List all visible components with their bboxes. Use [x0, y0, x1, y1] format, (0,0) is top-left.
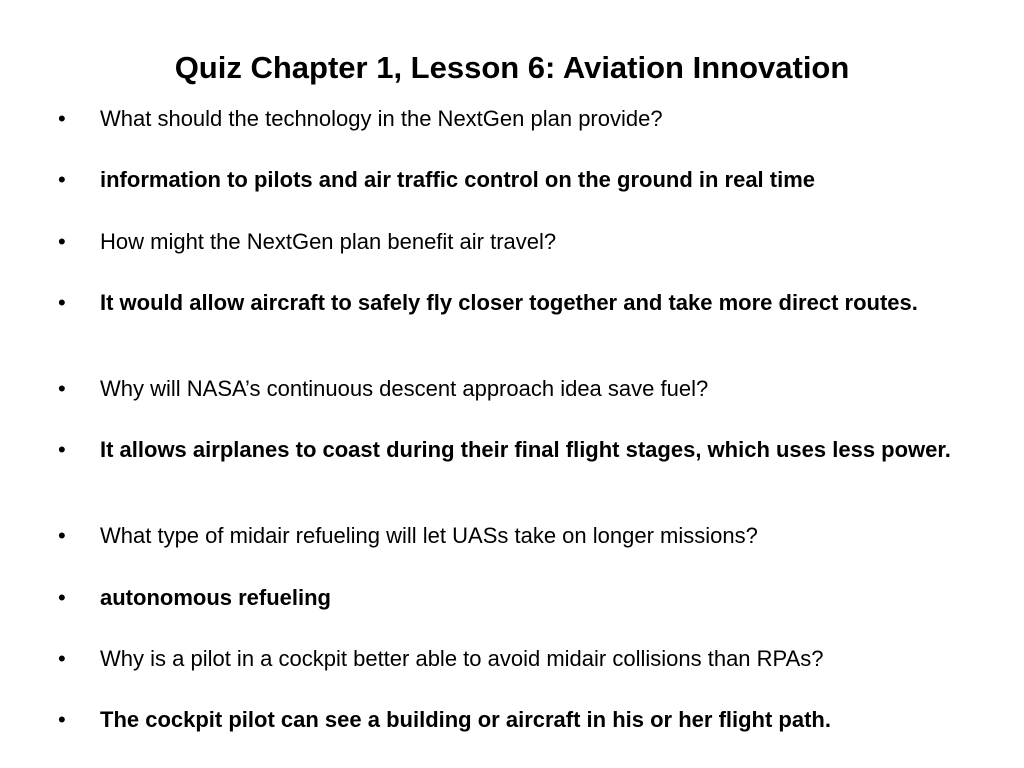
answer-text: autonomous refueling	[100, 585, 331, 610]
answer-text: The cockpit pilot can see a building or aircraft in his or her flight path.	[100, 707, 831, 732]
bullet-dot: •	[58, 585, 66, 610]
answer-text: information to pilots and air traffic control on the ground in real time	[100, 167, 816, 192]
question-text: What should the technology in the NextGen plan provide?	[100, 106, 663, 131]
bullet-dot: •	[58, 229, 66, 254]
bullet-dot: •	[58, 646, 66, 671]
bullet-dot: •	[58, 707, 66, 732]
question-text: Why will NASA’s continuous descent approach idea save fuel?	[100, 376, 709, 401]
question-text: What type of midair refueling will let UASs take on longer missions?	[100, 523, 758, 548]
answer-text: It allows airplanes to coast during their final flight stages, which uses less power.	[100, 437, 951, 462]
bullet-dot: •	[58, 290, 66, 315]
slide-title: Quiz Chapter 1, Lesson 6: Aviation Innovation	[174, 50, 850, 85]
bullet-dot: •	[58, 106, 66, 131]
bullet-dot: •	[58, 523, 66, 548]
bullet-dot: •	[58, 376, 66, 401]
bullet-dot: •	[58, 167, 66, 192]
question-text: Why is a pilot in a cockpit better able to avoid midair collisions than RPAs?	[100, 646, 824, 671]
answer-text: It would allow aircraft to safely fly closer together and take more direct routes.	[100, 290, 918, 315]
bullet-dot: •	[58, 437, 66, 462]
question-text: How might the NextGen plan benefit air travel?	[100, 229, 557, 254]
